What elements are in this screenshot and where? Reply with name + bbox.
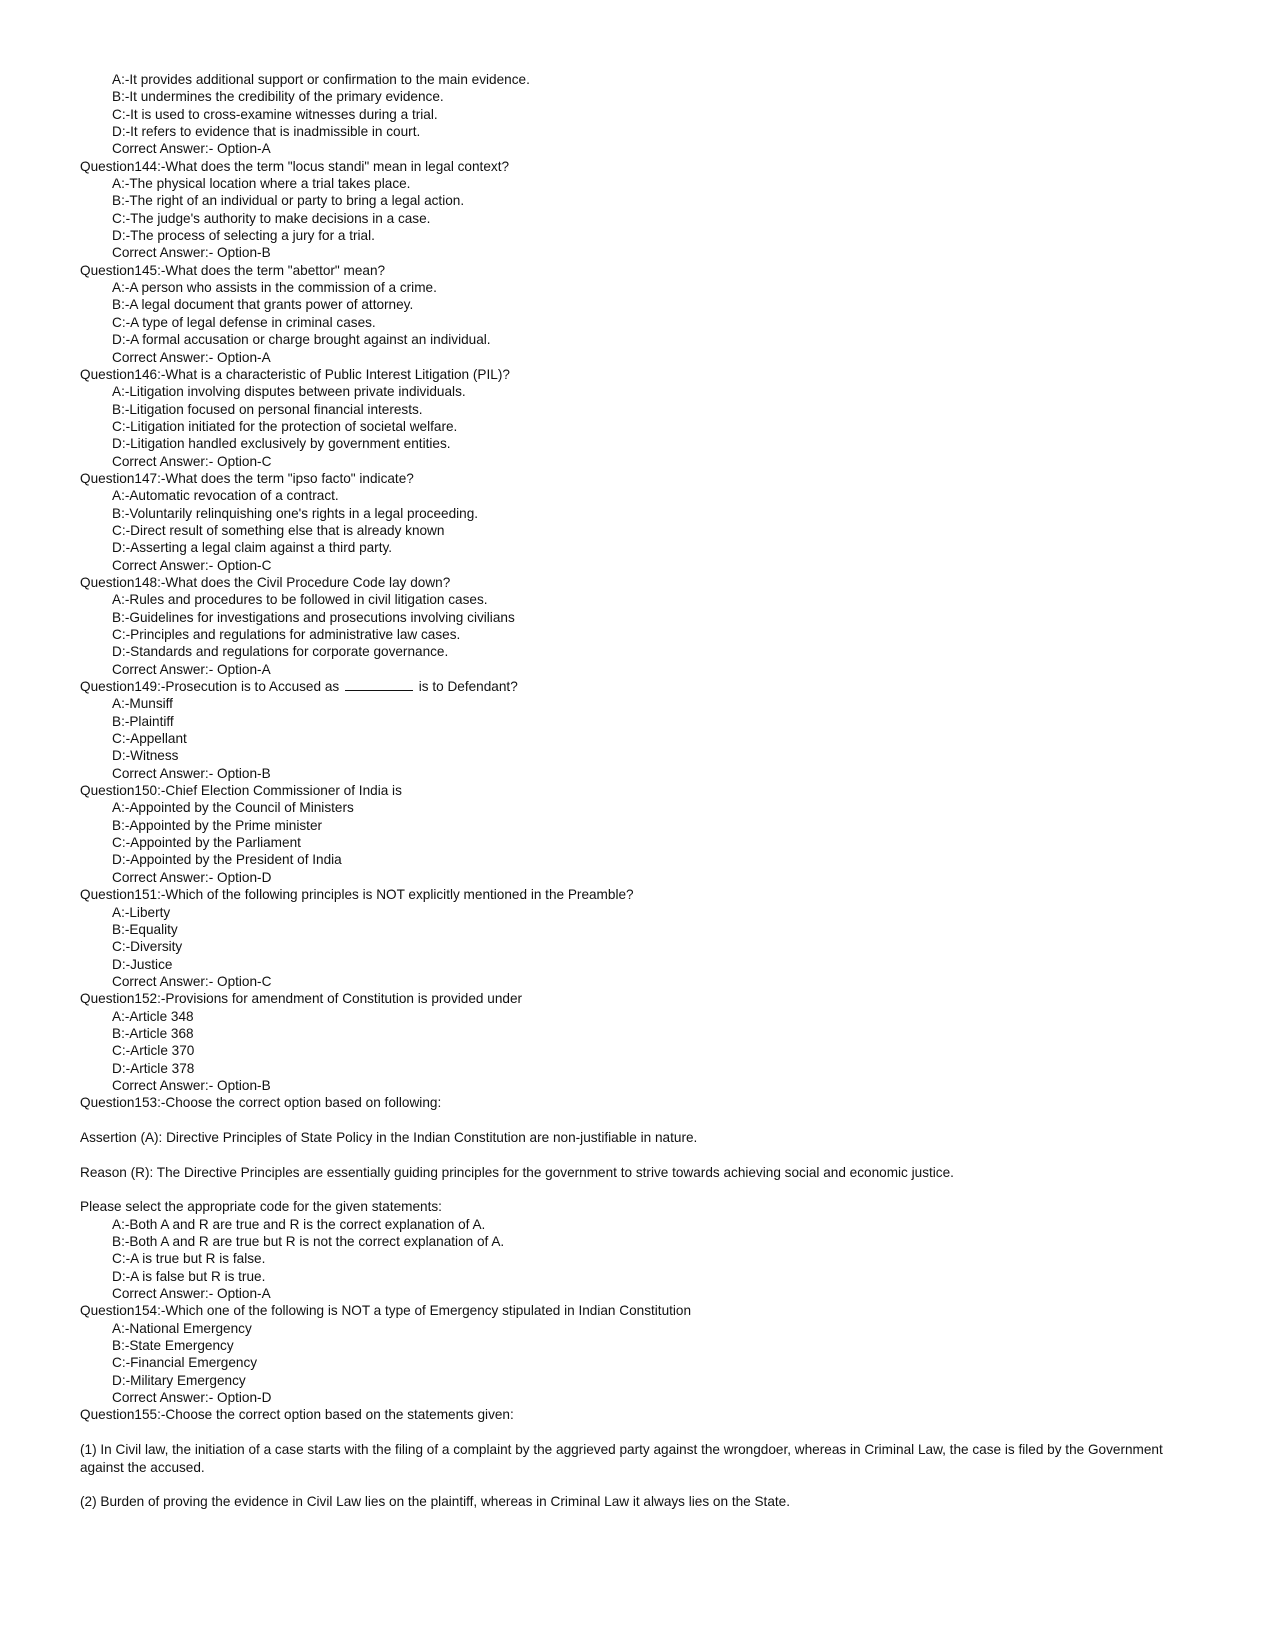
option-b: B:-Plaintiff bbox=[112, 713, 174, 729]
option-d: D:-Justice bbox=[112, 956, 173, 972]
selection-prompt: Please select the appropriate code for the given statements: bbox=[80, 1199, 442, 1215]
question-title-after-blank: is to Defendant? bbox=[418, 679, 518, 695]
option-b: B:-It undermines the credibility of the primary evidence. bbox=[112, 89, 444, 105]
fill-in-blank bbox=[345, 678, 413, 691]
correct-answer: Correct Answer:- Option-C bbox=[112, 557, 272, 573]
option-b: B:-Equality bbox=[112, 921, 178, 937]
option-b: B:-The right of an individual or party to bring a legal action. bbox=[112, 193, 465, 209]
correct-answer: Correct Answer:- Option-C bbox=[112, 453, 272, 469]
question-151 bbox=[80, 886, 1230, 990]
option-a: A:-Munsiff bbox=[112, 696, 173, 712]
option-d: D:-The process of selecting a jury for a trial. bbox=[112, 228, 375, 244]
option-a: A:-A person who assists in the commission of a crime. bbox=[112, 280, 437, 296]
question-title: Question147:-What does the term "ipso facto" indicate? bbox=[80, 470, 414, 486]
option-c: C:-Article 370 bbox=[112, 1043, 195, 1059]
option-b: B:-Both A and R are true but R is not the correct explanation of A. bbox=[112, 1234, 505, 1250]
question-title: Question145:-What does the term "abettor" mean? bbox=[80, 262, 386, 278]
option-c: C:-Appointed by the Parliament bbox=[112, 835, 301, 851]
question-title: Question154:-Which one of the following is NOT a type of Emergency stipulated in Indian Constitution bbox=[80, 1303, 692, 1319]
correct-answer: Correct Answer:- Option-A bbox=[112, 349, 271, 365]
question-title: Question155:-Choose the correct option based on the statements given: bbox=[80, 1407, 514, 1423]
question-148 bbox=[80, 574, 1230, 678]
option-c: C:-Financial Emergency bbox=[112, 1355, 258, 1371]
correct-answer: Correct Answer:- Option-A bbox=[112, 1286, 271, 1302]
option-c: C:-A is true but R is false. bbox=[112, 1251, 266, 1267]
correct-answer: Correct Answer:- Option-A bbox=[112, 661, 271, 677]
correct-answer: Correct Answer:- Option-D bbox=[112, 1390, 272, 1406]
option-a: A:-Automatic revocation of a contract. bbox=[112, 488, 339, 504]
option-d: D:-Standards and regulations for corporate governance. bbox=[112, 644, 449, 660]
statement-2: (2) Burden of proving the evidence in Civil Law lies on the plaintiff, whereas in Criminal Law it always lies on the State. bbox=[80, 1494, 791, 1510]
question-title bbox=[80, 678, 1230, 695]
question-title: Question153:-Choose the correct option based on following: bbox=[80, 1095, 442, 1111]
option-c: C:-The judge's authority to make decisions in a case. bbox=[112, 210, 431, 226]
question-title: Question148:-What does the Civil Procedure Code lay down? bbox=[80, 574, 451, 590]
option-d: D:-It refers to evidence that is inadmissible in court. bbox=[112, 124, 421, 140]
option-d: D:-Litigation handled exclusively by government entities. bbox=[112, 436, 451, 452]
spacer bbox=[80, 1476, 1230, 1493]
option-b: B:-State Emergency bbox=[112, 1338, 234, 1354]
option-c: C:-Litigation initiated for the protection of societal welfare. bbox=[112, 418, 458, 434]
question-144 bbox=[80, 158, 1230, 262]
option-b: B:-A legal document that grants power of attorney. bbox=[112, 297, 414, 313]
option-a: A:-National Emergency bbox=[112, 1320, 252, 1336]
option-b: B:-Voluntarily relinquishing one's rights in a legal proceeding. bbox=[112, 505, 479, 521]
document-page bbox=[80, 71, 1230, 1511]
correct-answer: Correct Answer:- Option-D bbox=[112, 869, 272, 885]
option-d: D:-Article 378 bbox=[112, 1060, 195, 1076]
correct-answer: Correct Answer:- Option-A bbox=[112, 141, 271, 157]
question-149 bbox=[80, 678, 1230, 782]
question-title: Question152:-Provisions for amendment of Constitution is provided under bbox=[80, 991, 523, 1007]
option-a: A:-Appointed by the Council of Ministers bbox=[112, 800, 354, 816]
option-c: C:-It is used to cross-examine witnesses during a trial. bbox=[112, 106, 438, 122]
assertion-text: Assertion (A): Directive Principles of State Policy in the Indian Constitution are non-justifiable in nature. bbox=[80, 1129, 698, 1145]
question-title: Question146:-What is a characteristic of Public Interest Litigation (PIL)? bbox=[80, 366, 510, 382]
question-145 bbox=[80, 262, 1230, 366]
question-title: Question144:-What does the term "locus standi" mean in legal context? bbox=[80, 158, 510, 174]
option-a: A:-Rules and procedures to be followed in civil litigation cases. bbox=[112, 592, 488, 608]
option-c: C:-Direct result of something else that is already known bbox=[112, 522, 445, 538]
option-a: A:-Liberty bbox=[112, 904, 171, 920]
option-d: D:-Military Emergency bbox=[112, 1372, 246, 1388]
question-title: Question150:-Chief Election Commissioner of India is bbox=[80, 783, 402, 799]
correct-answer: Correct Answer:- Option-B bbox=[112, 1077, 271, 1093]
statement-1: (1) In Civil law, the initiation of a case starts with the filing of a complaint by the aggrieved party against the wrongdoer, whereas in Criminal Law, the case is filed by the Government against the accused. bbox=[80, 1442, 1163, 1475]
question-152 bbox=[80, 990, 1230, 1094]
option-d: D:-A formal accusation or charge brought against an individual. bbox=[112, 332, 491, 348]
question-title: Question151:-Which of the following principles is NOT explicitly mentioned in the Preamble? bbox=[80, 887, 634, 903]
correct-answer: Correct Answer:- Option-B bbox=[112, 245, 271, 261]
option-d: D:-Asserting a legal claim against a third party. bbox=[112, 540, 393, 556]
option-c: C:-A type of legal defense in criminal cases. bbox=[112, 314, 376, 330]
option-b: B:-Guidelines for investigations and prosecutions involving civilians bbox=[112, 609, 515, 625]
option-a: A:-Litigation involving disputes between private individuals. bbox=[112, 384, 466, 400]
option-d: D:-A is false but R is true. bbox=[112, 1268, 266, 1284]
question-146 bbox=[80, 366, 1230, 470]
option-d: D:-Witness bbox=[112, 748, 179, 764]
option-b: B:-Article 368 bbox=[112, 1025, 194, 1041]
option-c: C:-Diversity bbox=[112, 939, 183, 955]
option-a: A:-The physical location where a trial takes place. bbox=[112, 176, 411, 192]
option-b: B:-Appointed by the Prime minister bbox=[112, 817, 323, 833]
option-c: C:-Appellant bbox=[112, 731, 187, 747]
option-a: A:-Both A and R are true and R is the correct explanation of A. bbox=[112, 1216, 486, 1232]
question-154 bbox=[80, 1302, 1230, 1406]
question-153 bbox=[80, 1094, 1230, 1302]
reason-text: Reason (R): The Directive Principles are essentially guiding principles for the government to strive towards achieving social and economic justice. bbox=[80, 1164, 954, 1180]
spacer bbox=[80, 1181, 1230, 1198]
spacer bbox=[80, 1112, 1230, 1129]
question-155 bbox=[80, 1406, 1230, 1510]
option-d: D:-Appointed by the President of India bbox=[112, 852, 342, 868]
option-c: C:-Principles and regulations for administrative law cases. bbox=[112, 627, 461, 642]
correct-answer: Correct Answer:- Option-C bbox=[112, 973, 272, 989]
option-b: B:-Litigation focused on personal financial interests. bbox=[112, 401, 423, 417]
question-147 bbox=[80, 470, 1230, 574]
question-title-before-blank: Question149:-Prosecution is to Accused as bbox=[80, 679, 340, 695]
question-150 bbox=[80, 782, 1230, 886]
spacer bbox=[80, 1146, 1230, 1163]
spacer bbox=[80, 1424, 1230, 1441]
option-a: A:-Article 348 bbox=[112, 1008, 194, 1024]
question-143-fragment bbox=[80, 71, 1230, 158]
option-a: A:-It provides additional support or confirmation to the main evidence. bbox=[112, 72, 530, 87]
correct-answer: Correct Answer:- Option-B bbox=[112, 765, 271, 781]
